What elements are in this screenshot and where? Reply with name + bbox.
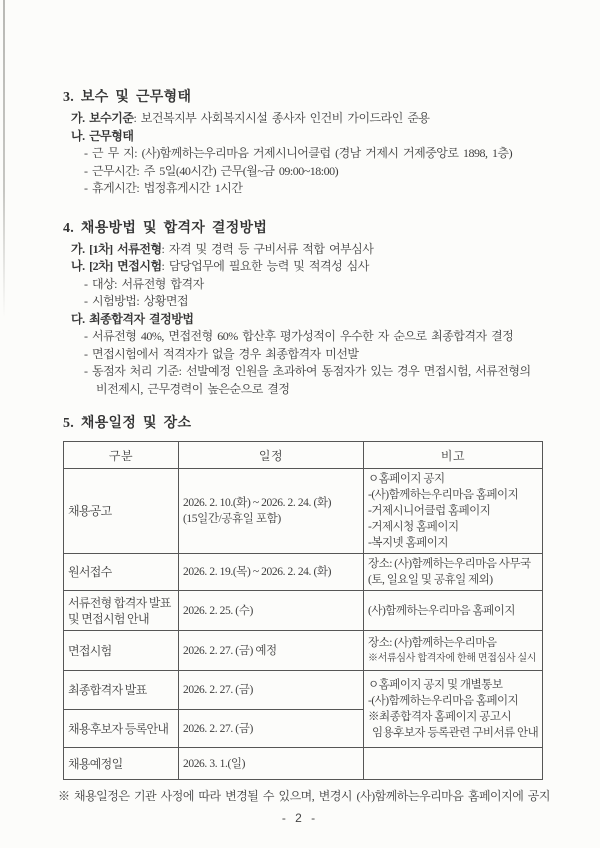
compensation-standard-text: : 보건복지부 사회복지시설 종사자 인건비 가이드라인 준용 [133, 111, 430, 125]
table-row-interview [64, 631, 543, 671]
row3-schedule: 2026. 2. 25. (수) [179, 591, 364, 631]
final-decision-label: 다. 최종합격자 결정방법 [71, 311, 194, 326]
row7-category: 채용예정일 [64, 748, 179, 780]
section-compensation [63, 86, 542, 198]
table-row-hire-date [64, 748, 543, 780]
row3-remarks: (사)함께하는우리마음 홈페이지 [364, 591, 543, 631]
interview-exam-text: : 담당업무에 필요한 능력 및 적격성 심사 [161, 259, 369, 273]
row3-category: 서류전형 합격자 발표 및 면접시험 안내 [64, 591, 179, 631]
section-schedule [58, 412, 550, 804]
scan-artifact-line [3, 0, 5, 318]
document-screening-line [63, 241, 542, 259]
document-screening-text: : 자격 및 경력 등 구비서류 적합 여부심사 [161, 241, 374, 256]
section-4-title: 4. 채용방법 및 합격자 결정방법 [63, 220, 268, 236]
score-weighting-line: - 서류전형 40%, 면접전형 60% 합산후 평가성적이 우수한 자 순으로 최종합격자 결정 [84, 329, 514, 343]
row5-category: 최종합격자 발표 [64, 671, 179, 710]
schedule-change-note: ※ 채용일정은 기관 사정에 따라 변경될 수 있으며, 변경시 (사)함께하는우리마음 홈페이지에 공지 [58, 789, 550, 803]
table-row-screening-result [64, 591, 543, 631]
row2-schedule: 2026. 2. 19.(목) ~ 2026. 2. 24. (화) [179, 554, 364, 591]
row5-6-remarks-merged: ㅇ홈페이지 공지 및 개별통보 -(사)함께하는우리마음 홈페이지 ※최종합격자 홈페이지 공고시 임용후보자 등록관련 구비서류 안내 [364, 671, 543, 748]
tie-break-line: - 동점자 처리 기준: 선발예정 인원을 초과하여 동점자가 있는 경우 면접시험, 서류전형의 비전제시, 근무경력이 높은순으로 결정 [84, 364, 531, 396]
break-time-line: - 휴게시간: 법정휴게시간 1시간 [84, 181, 243, 195]
row6-category: 채용후보자 등록안내 [64, 710, 179, 748]
row1-category: 채용공고 [64, 469, 179, 554]
no-qualified-line: - 면접시험에서 적격자가 없을 경우 최종합격자 미선발 [84, 346, 359, 361]
table-row-final-result [64, 671, 543, 710]
section-recruitment-method [63, 217, 542, 399]
document-content [58, 86, 550, 804]
work-hours-line: - 근무시간: 주 5일(40시간) 근무(월~금 09:00~18:00) [84, 163, 339, 178]
interview-exam-label: 나. [2차] 면접시험 [71, 259, 162, 273]
header-remarks: 비고 [364, 442, 543, 469]
workplace-line: - 근 무 지: (사)함께하는우리마음 거제시니어클럽 (경남 거제시 거제중앙로 1898, 1층) [84, 146, 513, 160]
table-row-announcement [64, 469, 543, 554]
schedule-table [63, 441, 543, 780]
work-type-label: 나. 근무형태 [71, 128, 134, 143]
row2-remarks: 장소: (사)함께하는우리마음 사무국 (토, 일요일 및 공휴일 제외) [364, 554, 543, 591]
header-schedule: 일정 [179, 442, 364, 469]
row7-remarks-empty [364, 748, 543, 780]
section-5-title: 5. 채용일정 및 장소 [63, 416, 192, 431]
row1-remarks: ㅇ홈페이지 공지 -(사)함께하는우리마음 홈페이지 -거제시니어클럽 홈페이지 -거제시청 홈페이지 -복지넷 홈페이지 [364, 469, 543, 554]
row4-remarks: 장소: (사)함께하는우리마음 ※서류심사 합격자에 한해 면접심사 실시 [364, 631, 543, 671]
compensation-standard-label: 가. 보수기준 [71, 111, 134, 125]
row1-schedule: 2026. 2. 10.(화) ~ 2026. 2. 24. (화) (15일간/공휴일 포함) [179, 469, 364, 554]
section-3-title: 3. 보수 및 근무형태 [63, 90, 192, 105]
table-row-application [64, 554, 543, 591]
row6-schedule: 2026. 2. 27. (금) [179, 710, 364, 748]
table-header-row [64, 442, 543, 469]
document-screening-label: 가. [1차] 서류전형 [71, 241, 162, 256]
page-number: - 2 - [281, 811, 319, 825]
row7-schedule: 2026. 3. 1.(일) [179, 748, 364, 780]
compensation-standard-line [63, 110, 542, 128]
interview-exam-line [63, 258, 542, 276]
header-category: 구분 [64, 442, 179, 469]
row4-category: 면접시험 [64, 631, 179, 671]
row4-schedule: 2026. 2. 27. (금) 예정 [179, 631, 364, 671]
row5-schedule: 2026. 2. 27. (금) [179, 671, 364, 710]
interview-method-line: - 시험방법: 상황면접 [84, 294, 189, 308]
row2-category: 원서접수 [64, 554, 179, 591]
interview-target-line: - 대상: 서류전형 합격자 [84, 276, 204, 291]
